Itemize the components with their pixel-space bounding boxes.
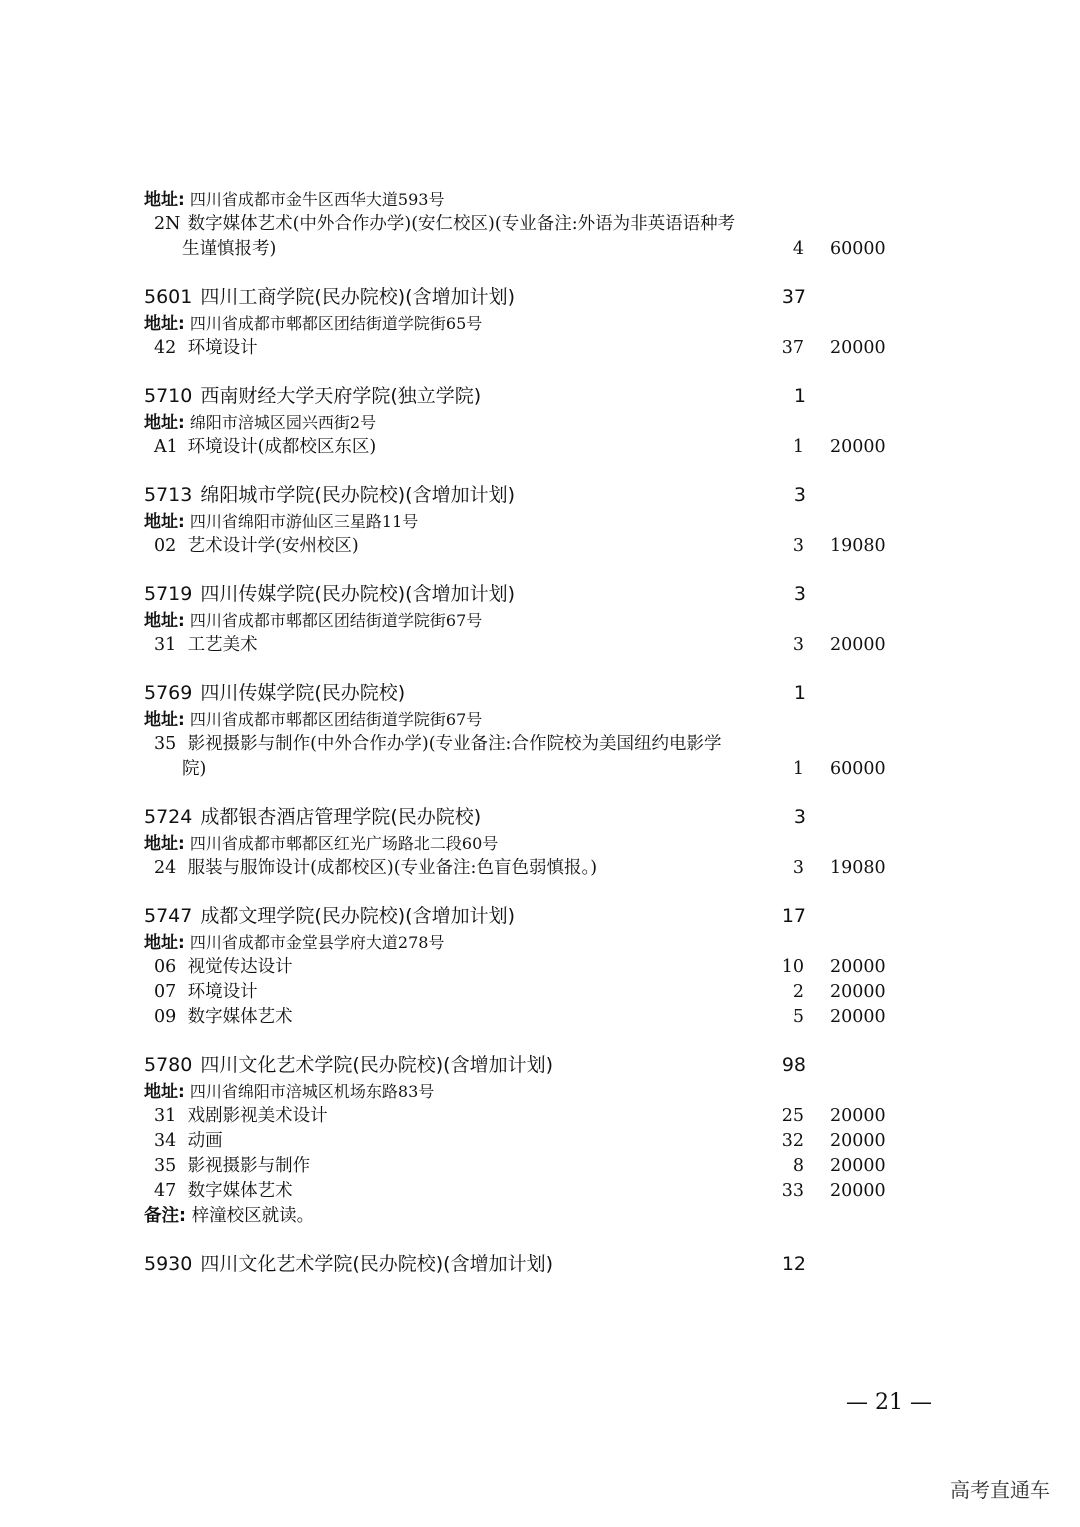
note-text: 梓潼校区就读。: [191, 1206, 315, 1226]
school-total: 3: [793, 806, 806, 828]
major-count: 25: [781, 1106, 804, 1126]
major-row: [144, 1104, 904, 1129]
school-heading: [144, 802, 904, 832]
major-fee: 20000: [830, 437, 886, 457]
major-count: 37: [781, 338, 804, 358]
major-name: 影视摄影与制作(中外合作办学)(专业备注:合作院校为美国纽约电影学: [187, 734, 722, 754]
major-fee: 20000: [830, 1156, 886, 1176]
enrollment-listing: [144, 188, 904, 1279]
address-label: 地址:: [144, 834, 185, 854]
address-label: 地址:: [144, 933, 185, 953]
address-line: [144, 931, 904, 955]
major-code: 09: [154, 1007, 177, 1027]
major-name: 视觉传达设计: [187, 957, 293, 977]
school-heading: [144, 678, 904, 708]
major-code: 2N: [154, 214, 181, 234]
major-fee: 19080: [830, 536, 886, 556]
major-code: 02: [154, 536, 177, 556]
major-fee: 20000: [830, 635, 886, 655]
major-count: 32: [781, 1131, 804, 1151]
school-name: 四川工商学院(民办院校)(含增加计划): [200, 286, 516, 308]
major-code: 35: [154, 734, 177, 754]
school-name: 成都银杏酒店管理学院(民办院校): [200, 806, 482, 828]
school-total: 3: [793, 583, 806, 605]
address-line: [144, 188, 904, 212]
school-name: 四川文化艺术学院(民办院校)(含增加计划): [200, 1253, 554, 1275]
school-name: 绵阳城市学院(民办院校)(含增加计划): [200, 484, 516, 506]
major-row: [144, 732, 904, 757]
major-fee: 20000: [830, 982, 886, 1002]
school-code: 5601: [144, 286, 193, 308]
major-fee: 60000: [830, 759, 886, 779]
major-row: [144, 1179, 904, 1204]
address-text: 四川省成都市金堂县学府大道278号: [189, 933, 445, 952]
major-code: A1: [154, 437, 178, 457]
major-name: 数字媒体艺术: [187, 1181, 293, 1201]
major-count: 2: [792, 982, 804, 1002]
major-code: 06: [154, 957, 177, 977]
major-name-cont: 院): [182, 759, 207, 779]
major-name: 环境设计(成都校区东区): [187, 437, 377, 457]
major-row: [144, 534, 904, 559]
school-heading: [144, 480, 904, 510]
major-code: 07: [154, 982, 177, 1002]
school-name: 成都文理学院(民办院校)(含增加计划): [200, 905, 516, 927]
school-total: 37: [781, 286, 806, 308]
major-name: 数字媒体艺术: [187, 1007, 293, 1027]
major-row: [144, 1154, 904, 1179]
major-code: 34: [154, 1131, 177, 1151]
major-name-cont: 生谨慎报考): [182, 239, 277, 259]
address-line: [144, 510, 904, 534]
address-label: 地址:: [144, 413, 185, 433]
school-name: 西南财经大学天府学院(独立学院): [200, 385, 482, 407]
school-code: 5719: [144, 583, 193, 605]
major-fee: 19080: [830, 858, 886, 878]
school-heading: [144, 282, 904, 312]
page-number: — 21 —: [846, 1390, 932, 1415]
school-code: 5710: [144, 385, 193, 407]
address-line: [144, 1080, 904, 1104]
major-fee: 20000: [830, 1181, 886, 1201]
school-code: 5769: [144, 682, 193, 704]
address-label: 地址:: [144, 710, 185, 730]
major-row: [144, 633, 904, 658]
major-fee: 20000: [830, 338, 886, 358]
address-text: 四川省成都市金牛区西华大道593号: [189, 190, 445, 209]
major-row: [144, 1129, 904, 1154]
major-count: 8: [792, 1156, 804, 1176]
school-heading: [144, 901, 904, 931]
address-text: 四川省成都市郫都区团结街道学院街67号: [189, 611, 483, 630]
major-row: [144, 1005, 904, 1030]
school-heading: [144, 579, 904, 609]
major-count: 4: [792, 239, 804, 259]
brand-watermark: 高考直通车: [950, 1478, 1050, 1502]
school-heading: [144, 1249, 904, 1279]
school-total: 98: [781, 1054, 806, 1076]
major-name: 影视摄影与制作: [187, 1156, 311, 1176]
major-name: 服装与服饰设计(成都校区)(专业备注:色盲色弱慎报。): [187, 858, 598, 878]
school-code: 5713: [144, 484, 193, 506]
major-code: 31: [154, 1106, 177, 1126]
major-row-continued: [144, 757, 904, 782]
address-line: [144, 312, 904, 336]
school-total: 1: [793, 385, 806, 407]
school-code: 5780: [144, 1054, 193, 1076]
major-fee: 20000: [830, 1007, 886, 1027]
school-total: 1: [793, 682, 806, 704]
school-heading: [144, 1050, 904, 1080]
major-name: 环境设计: [187, 338, 258, 358]
address-line: [144, 708, 904, 732]
major-code: 47: [154, 1181, 177, 1201]
address-text: 四川省绵阳市涪城区机场东路83号: [189, 1082, 435, 1101]
major-code: 42: [154, 338, 177, 358]
major-count: 10: [781, 957, 804, 977]
major-row: [144, 955, 904, 980]
major-count: 3: [792, 858, 804, 878]
major-count: 33: [781, 1181, 804, 1201]
major-name: 动画: [187, 1131, 223, 1151]
note-line: [144, 1204, 904, 1229]
school-name: 四川传媒学院(民办院校): [200, 682, 406, 704]
note-label: 备注:: [144, 1206, 186, 1226]
school-total: 17: [781, 905, 806, 927]
major-name: 戏剧影视美术设计: [187, 1106, 328, 1126]
address-text: 四川省成都市郫都区团结街道学院街65号: [189, 314, 483, 333]
address-text: 绵阳市涪城区园兴西街2号: [189, 413, 377, 432]
address-label: 地址:: [144, 1082, 185, 1102]
major-row: [144, 435, 904, 460]
school-total: 3: [793, 484, 806, 506]
major-count: 5: [792, 1007, 804, 1027]
major-name: 环境设计: [187, 982, 258, 1002]
major-count: 1: [792, 759, 804, 779]
major-name: 数字媒体艺术(中外合作办学)(安仁校区)(专业备注:外语为非英语语种考: [187, 214, 736, 234]
address-line: [144, 832, 904, 856]
major-fee: 20000: [830, 1131, 886, 1151]
major-name: 艺术设计学(安州校区): [187, 536, 359, 556]
major-count: 3: [792, 536, 804, 556]
address-label: 地址:: [144, 314, 185, 334]
major-fee: 20000: [830, 1106, 886, 1126]
school-heading: [144, 381, 904, 411]
major-count: 3: [792, 635, 804, 655]
major-name: 工艺美术: [187, 635, 258, 655]
address-line: [144, 609, 904, 633]
school-code: 5724: [144, 806, 193, 828]
major-code: 35: [154, 1156, 177, 1176]
school-total: 12: [781, 1253, 806, 1275]
school-name: 四川传媒学院(民办院校)(含增加计划): [200, 583, 516, 605]
address-text: 四川省成都市郫都区团结街道学院街67号: [189, 710, 483, 729]
school-code: 5747: [144, 905, 193, 927]
major-row-continued: [144, 237, 904, 262]
school-code: 5930: [144, 1253, 193, 1275]
major-fee: 20000: [830, 957, 886, 977]
address-line: [144, 411, 904, 435]
address-text: 四川省成都市郫都区红光广场路北二段60号: [189, 834, 499, 853]
major-row: [144, 212, 904, 237]
major-count: 1: [792, 437, 804, 457]
address-label: 地址:: [144, 611, 185, 631]
major-code: 31: [154, 635, 177, 655]
major-row: [144, 856, 904, 881]
major-row: [144, 336, 904, 361]
major-fee: 60000: [830, 239, 886, 259]
major-row: [144, 980, 904, 1005]
major-code: 24: [154, 858, 177, 878]
address-label: 地址:: [144, 190, 185, 210]
address-label: 地址:: [144, 512, 185, 532]
school-name: 四川文化艺术学院(民办院校)(含增加计划): [200, 1054, 554, 1076]
address-text: 四川省绵阳市游仙区三星路11号: [189, 512, 419, 531]
